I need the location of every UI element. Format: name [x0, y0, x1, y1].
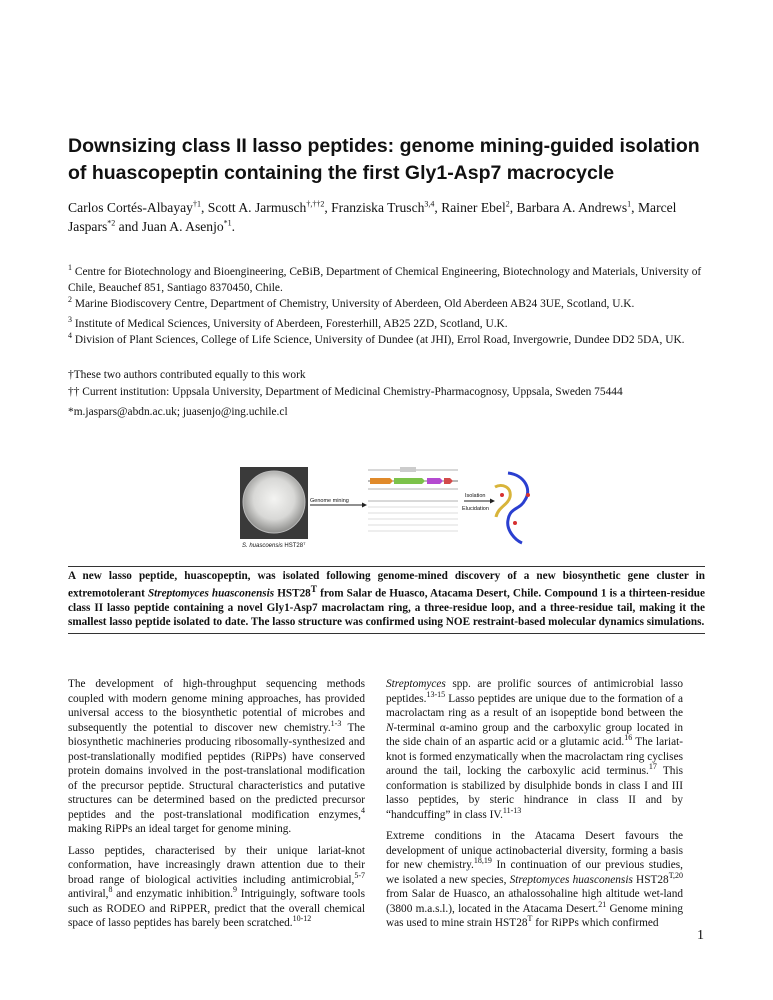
- affiliation-number: 1: [68, 263, 72, 273]
- affiliation-number: 3: [68, 315, 72, 325]
- paragraph-genome-mining: The development of high-throughput sequencing methods coupled with modern genome mining approaches, has provided universal access to the biosynthetic potential of microbes and subsequently the potential to discover new chemistry.$^{1-3}$ The biosynthetic machineries producing ribosomally-synthesized and post-translationally modified peptides (RiPPs) have conserved protein domains involved in the post-translational modification of the precursor peptide. Structural characteristics and putative structures can be determined based on the predicted precursor peptides and the post-translational modification enzymes,$^4$ making RiPPs an ideal target for genome mining.: [68, 678, 366, 835]
- affiliation-1: [68, 265, 708, 296]
- affiliation-2: [68, 297, 708, 313]
- paragraph-atacama: Extreme conditions in the Atacama Desert favours the development of unique actinobacterial diversity, forming a basis for new chemistry.$^{18,19}$ In continuation of our previous studies, we isolated a new species, Streptomyces huasconensis $HST28^{T,20}$ from Salar de Huasco, an athalossohaline high altitude wet-land (3800 m.a.s.l.), located in the Atacama Desert.$^{21}$ Genome mining was used to mine strain $HST28^T$ for RiPPs which confirmed: [386, 830, 683, 929]
- author-name: Juan A. Asenjo: [141, 219, 224, 234]
- affiliation-text: Marine Biodiscovery Centre, Department of Chemistry, University of Aberdeen, Old Aberdeen AB24 3UE, Scotland, U.K.: [74, 298, 635, 310]
- body-column-left: [68, 677, 365, 938]
- affiliation-number: 2: [68, 295, 72, 305]
- arrowhead-mining: [362, 503, 367, 508]
- paragraph-streptomyces: Streptomyces spp. are prolific sources of antimicrobial lasso peptides.$^{13-15}$ Lasso peptides are unique due to the formation of a macrolactam ring as a result of an isopeptide bond between the N-terminal α-amino group and the carboxylic group located in the side chain of an aspartic acid or a glutamic acid.$^{16}$ The lariat-knot is formed enzymatically when the macrolactam ring cyclises around the tail, locking the carboxylic acid terminus.$^{17}$ This conformation is stabilized by disulphide bonds in class I and III lasso peptides, by steric hindrance in class II and by “handcuffing” in class IV.$^{11-13}$: [386, 678, 683, 821]
- affiliation-number: 4: [68, 331, 72, 341]
- author-name: Carlos Cortés-Albayay: [68, 200, 193, 215]
- isolation-label: Isolation: [465, 493, 486, 499]
- author-name: Scott A. Jarmusch: [207, 200, 307, 215]
- author-list: Carlos Cortés-Albayay$^{\dagger 1}$, Scott A. Jarmusch$^{\dagger,\dagger\dagger 2}$, Franziska Trusch$^{3,4}$, Rainer Ebel$^2$, Barbara A. Andrews$^1$, Marcel Jaspars$^{*2}$ and Juan A. Asenjo$^{*1}$.: [68, 199, 677, 234]
- author-mark: 3,4: [424, 199, 435, 209]
- graphical-abstract: [240, 465, 540, 555]
- author-name: Franziska Trusch: [331, 200, 425, 215]
- paper-title: Downsizing class II lasso peptides: genome mining-guided isolation of huascopeptin containing the first Gly1-Asp7 macrocycle: [68, 135, 700, 184]
- culture-plate-photo: [240, 467, 308, 539]
- equal-contribution-note: †These two authors contributed equally to this work: [68, 369, 306, 381]
- author-mark: 1: [627, 199, 632, 209]
- author-mark: *2: [107, 218, 116, 228]
- elucidation-label: Elucidation: [462, 506, 489, 512]
- corresponding-email: *m.jaspars@abdn.ac.uk; juasenjo@ing.uchile.cl: [68, 406, 288, 418]
- author-mark: †1: [192, 199, 201, 209]
- author-mark: †,††2: [306, 199, 325, 209]
- author-name: Rainer Ebel: [441, 200, 506, 215]
- genome-mining-label: Genome mining: [310, 498, 349, 504]
- lasso-structure-model: [495, 473, 530, 543]
- affiliation-4: [68, 333, 708, 349]
- affiliation-text: Institute of Medical Sciences, University of Aberdeen, Foresterhill, AB25 2ZD, Scotland, U.K.: [74, 318, 508, 330]
- author-mark: *1: [223, 218, 232, 228]
- affiliation-text: Division of Plant Sciences, College of Life Science, University of Dundee (at JHI), Errol Road, Invergowrie, Dundee DD2 5DA, UK.: [74, 334, 685, 346]
- current-institution-note: †† Current institution: Uppsala University, Department of Medicinal Chemistry-Pharmacognosy, Uppsala, Sweden 75444: [68, 386, 623, 398]
- affiliation-3: [68, 317, 708, 333]
- author-mark: 2: [505, 199, 510, 209]
- arrowhead-isolation: [490, 499, 495, 504]
- author-name: Marcel Jaspars: [68, 200, 677, 234]
- body-column-right: [386, 677, 683, 938]
- paragraph-lasso-peptides: Lasso peptides, characterised by their unique lariat-knot conformation, have increasingly drawn attention due to their broad range of biological activities including antimicrobial,$^{5-7}$ antiviral,$^8$ and enzymatic inhibition.$^9$ Intriguingly, software tools such as RODEO and RiPPER, predict that the overall chemical space of lasso peptides has barely been scratched.$^{10-12}$: [68, 844, 365, 929]
- page-number: 1: [697, 928, 704, 943]
- figure-species-label: S. huascoensis $HST28^T$: [242, 541, 306, 549]
- gene-cluster-diagram: [368, 467, 458, 531]
- abstract: A new lasso peptide, huascopeptin, was isolated following genome-mined discovery of a new biosynthetic gene cluster in extremotolerant Streptomyces huasconensis $HST28^T$ from Salar de Huasco, Atacama Desert, Chile. Compound 1 is a thirteen-residue class II lasso peptide containing a novel Gly1-Asp7 macrolactam ring, a three-residue loop, and a three-residue tail, making it the smallest lasso peptide isolated to date. The lasso structure was confirmed using NOE restraint-based molecular dynamics simulations.: [68, 566, 705, 634]
- affiliation-text: Centre for Biotechnology and Bioengineering, CeBiB, Department of Chemical Engineering, Biotechnology and Materials, University of Chile, Beauchef 851, Santiago 8370450, Chile.: [68, 266, 702, 294]
- author-name: Barbara A. Andrews: [516, 200, 628, 215]
